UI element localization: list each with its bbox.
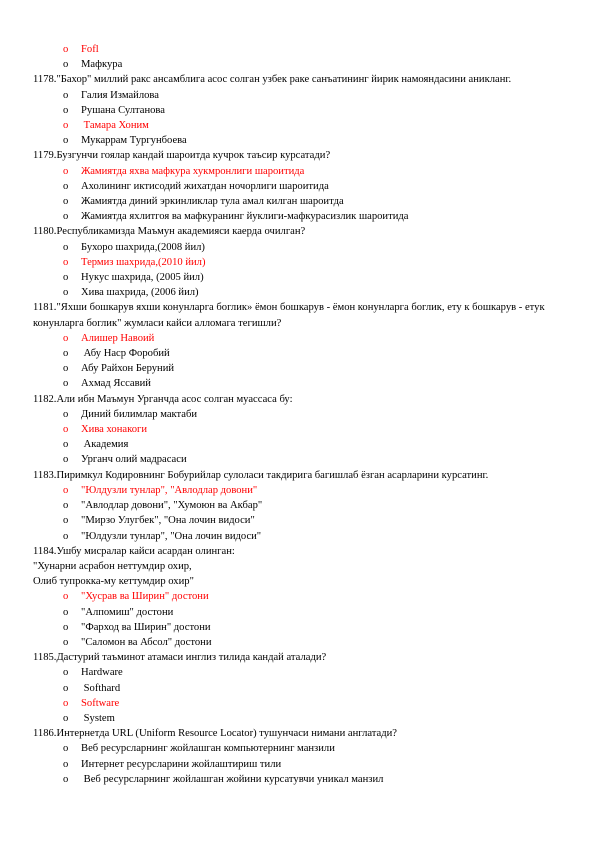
answer-option (33, 635, 568, 650)
bullet-icon: o (63, 332, 69, 344)
answer-option-text: "Мирзо Улугбек", "Она лочин видоси" (81, 515, 255, 527)
answer-option (33, 376, 568, 391)
answer-option-correct (33, 589, 568, 604)
answer-options-list (33, 240, 568, 301)
question-text: 1185.Дастурий таъминот атамаси инглиз тилида кандай аталади? (33, 652, 327, 664)
answer-option-text: Алишер Навоий (81, 332, 155, 344)
question-text: 1186.Интернетда URL (Uniform Resource Locator) тушунчаси нимани англатади? (33, 728, 398, 740)
answer-option-text: Мукаррам Тургунбоева (81, 135, 187, 147)
answer-option (33, 665, 568, 680)
bullet-icon: o (63, 484, 69, 496)
answer-options-list (33, 665, 568, 726)
answer-options-list (33, 164, 568, 225)
answer-option-text: "Алпомиш" достони (81, 606, 174, 618)
answer-option (33, 498, 568, 513)
answer-option (33, 57, 568, 72)
answer-option-text: "Хусрав ва Ширин" достони (81, 591, 209, 603)
answer-option-text: Ахмад Яссавий (81, 378, 151, 390)
document-page (33, 42, 568, 787)
answer-option (33, 285, 568, 300)
bullet-icon: o (63, 256, 69, 268)
answer-option-text: Жамиятда диний эркинликлар тула амал килган шароитда (81, 196, 344, 208)
answer-option-text: "Юлдузли тунлар", "Авлодлар довони" (81, 484, 258, 496)
question-text: 1182.Али ибн Маъмун Урганчда асос солган муассаса бу: (33, 393, 293, 405)
answer-options-list (33, 42, 568, 72)
bullet-icon: o (63, 773, 69, 785)
answer-option-text: Галия Измайлова (81, 89, 159, 101)
answer-option-text: Термиз шахрида,(2010 йил) (81, 256, 206, 268)
answer-option-correct (33, 42, 568, 57)
answer-option-correct (33, 164, 568, 179)
answer-option-text: Жамиятда яхва мафкура хукмронлиги шароитида (81, 165, 305, 177)
answer-option-text: Software (81, 697, 120, 709)
bullet-icon: o (63, 165, 69, 177)
bullet-icon: o (63, 59, 69, 71)
answer-option-text: Хива хонакоги (81, 424, 148, 436)
answer-option-text: Интернет ресурсларини жойлаштириш тили (81, 758, 282, 770)
answer-option-text: "Юлдузли тунлар", "Она лочин видоси" (81, 530, 262, 542)
bullet-icon: o (63, 758, 69, 770)
bullet-icon: o (63, 621, 69, 633)
answer-option (33, 361, 568, 376)
answer-option-text: "Фарход ва Ширин" достони (81, 621, 211, 633)
answer-options-list (33, 589, 568, 650)
bullet-icon: o (63, 196, 69, 208)
question-text: 1181."Яхши бошкарув яхши конунларга боглик» ёмон бошкарув - ёмон конунларга боглик, ету к бошкарув - етук конунларга боглик" жумласи кайси алломага тегишли? (33, 302, 545, 329)
answer-option (33, 240, 568, 255)
answer-option-text: "Авлодлар довони", "Хумоюн ва Акбар" (81, 500, 263, 512)
question-text: 1179.Бузгунчи гоялар кандай шароитда кучрок таъсир курсатади? (33, 150, 331, 162)
bullet-icon: o (63, 606, 69, 618)
bullet-icon: o (63, 408, 69, 420)
answer-option-text: Абу Райхон Беруний (81, 363, 175, 375)
answer-option-text: Softhard (81, 682, 121, 694)
bullet-icon: o (63, 348, 69, 360)
answer-option-correct (33, 696, 568, 711)
answer-option-text: Нукус шахрида, (2005 йил) (81, 272, 204, 284)
bullet-icon: o (63, 530, 69, 542)
question-text: 1180.Республикамизда Маъмун академияси каерда очилган? (33, 226, 306, 238)
answer-options-list (33, 88, 568, 149)
bullet-icon: o (63, 104, 69, 116)
answer-option-text: Диний билимлар мактаби (81, 408, 198, 420)
answer-option (33, 179, 568, 194)
bullet-icon: o (63, 272, 69, 284)
answer-option (33, 620, 568, 635)
answer-option (33, 407, 568, 422)
answer-option-text: Урганч олий мадрасаси (81, 454, 187, 466)
bullet-icon: o (63, 287, 69, 299)
bullet-icon: o (63, 120, 69, 132)
answer-option-correct (33, 331, 568, 346)
answer-option (33, 711, 568, 726)
answer-option (33, 270, 568, 285)
answer-option (33, 103, 568, 118)
bullet-icon: o (63, 636, 69, 648)
bullet-icon: o (63, 591, 69, 603)
bullet-icon: o (63, 363, 69, 375)
bullet-icon: o (63, 712, 69, 724)
bullet-icon: o (63, 180, 69, 192)
question-text: 1184.Ушбу мисралар кайси асардан олинган: "Хунарни асрабон неттумдир охир, Олиб тупрокка-му кеттумдир охир" (33, 545, 235, 588)
answer-option-text: Бухоро шахрида,(2008 йил) (81, 241, 205, 253)
bullet-icon: o (63, 211, 69, 223)
question-text: 1178."Бахор" миллий ракс ансамблига асос солган узбек раке санъатининг йирик намояндасини аникланг. (33, 74, 512, 86)
answer-option-text: Абу Наср Форобий (81, 348, 170, 360)
answer-option (33, 529, 568, 544)
bullet-icon: o (63, 682, 69, 694)
answer-options-list (33, 741, 568, 787)
answer-option-text: Тамара Хоним (81, 120, 149, 132)
answer-option-text: Хива шахрида, (2006 йил) (81, 287, 199, 299)
answer-option (33, 605, 568, 620)
answer-option (33, 437, 568, 452)
bullet-icon: o (63, 439, 69, 451)
answer-options-list (33, 483, 568, 544)
answer-option-correct (33, 483, 568, 498)
bullet-icon: o (63, 135, 69, 147)
answer-option-text: Академия (81, 439, 129, 451)
answer-option-text: Веб ресурсларнинг жойлашган компьютернинг манзили (81, 743, 335, 755)
bullet-icon: o (63, 743, 69, 755)
answer-option-text: Жамиятда яхлитгоя ва мафкуранинг йуклиги-мафкурасизлик шароитида (81, 211, 409, 223)
answer-options-list (33, 407, 568, 468)
answer-option-text: Hardware (81, 667, 123, 679)
answer-option (33, 513, 568, 528)
bullet-icon: o (63, 454, 69, 466)
answer-option (33, 133, 568, 148)
answer-option (33, 741, 568, 756)
bullet-icon: o (63, 89, 69, 101)
bullet-icon: o (63, 500, 69, 512)
answer-option-text: System (81, 712, 115, 724)
question-text: 1183.Пиримкул Кодировнинг Бобурийлар сулоласи такдирига багишлаб ёзган асарларини курсатинг. (33, 469, 489, 481)
answer-option (33, 346, 568, 361)
answer-option (33, 452, 568, 467)
answer-option-correct (33, 255, 568, 270)
answer-option-text: Рушана Султанова (81, 104, 165, 116)
answer-option (33, 681, 568, 696)
answer-option-text: "Саломон ва Абсол" достони (81, 636, 212, 648)
bullet-icon: o (63, 44, 69, 55)
answer-option-text: Веб ресурсларнинг жойлашган жойини курсатувчи уникал манзил (81, 773, 384, 785)
answer-option (33, 88, 568, 103)
answer-option (33, 772, 568, 787)
bullet-icon: o (63, 515, 69, 527)
answer-option-text: Ахолининг иктисодий жихатдан ночорлиги шароитида (81, 180, 329, 192)
answer-option-correct (33, 422, 568, 437)
answer-options-list (33, 331, 568, 392)
bullet-icon: o (63, 241, 69, 253)
answer-option-text: Мафкура (81, 59, 123, 71)
bullet-icon: o (63, 424, 69, 436)
answer-option (33, 209, 568, 224)
answer-option-correct (33, 118, 568, 133)
bullet-icon: o (63, 667, 69, 679)
answer-option (33, 757, 568, 772)
bullet-icon: o (63, 697, 69, 709)
answer-option (33, 194, 568, 209)
bullet-icon: o (63, 378, 69, 390)
answer-option-text: Fofl (81, 44, 99, 55)
